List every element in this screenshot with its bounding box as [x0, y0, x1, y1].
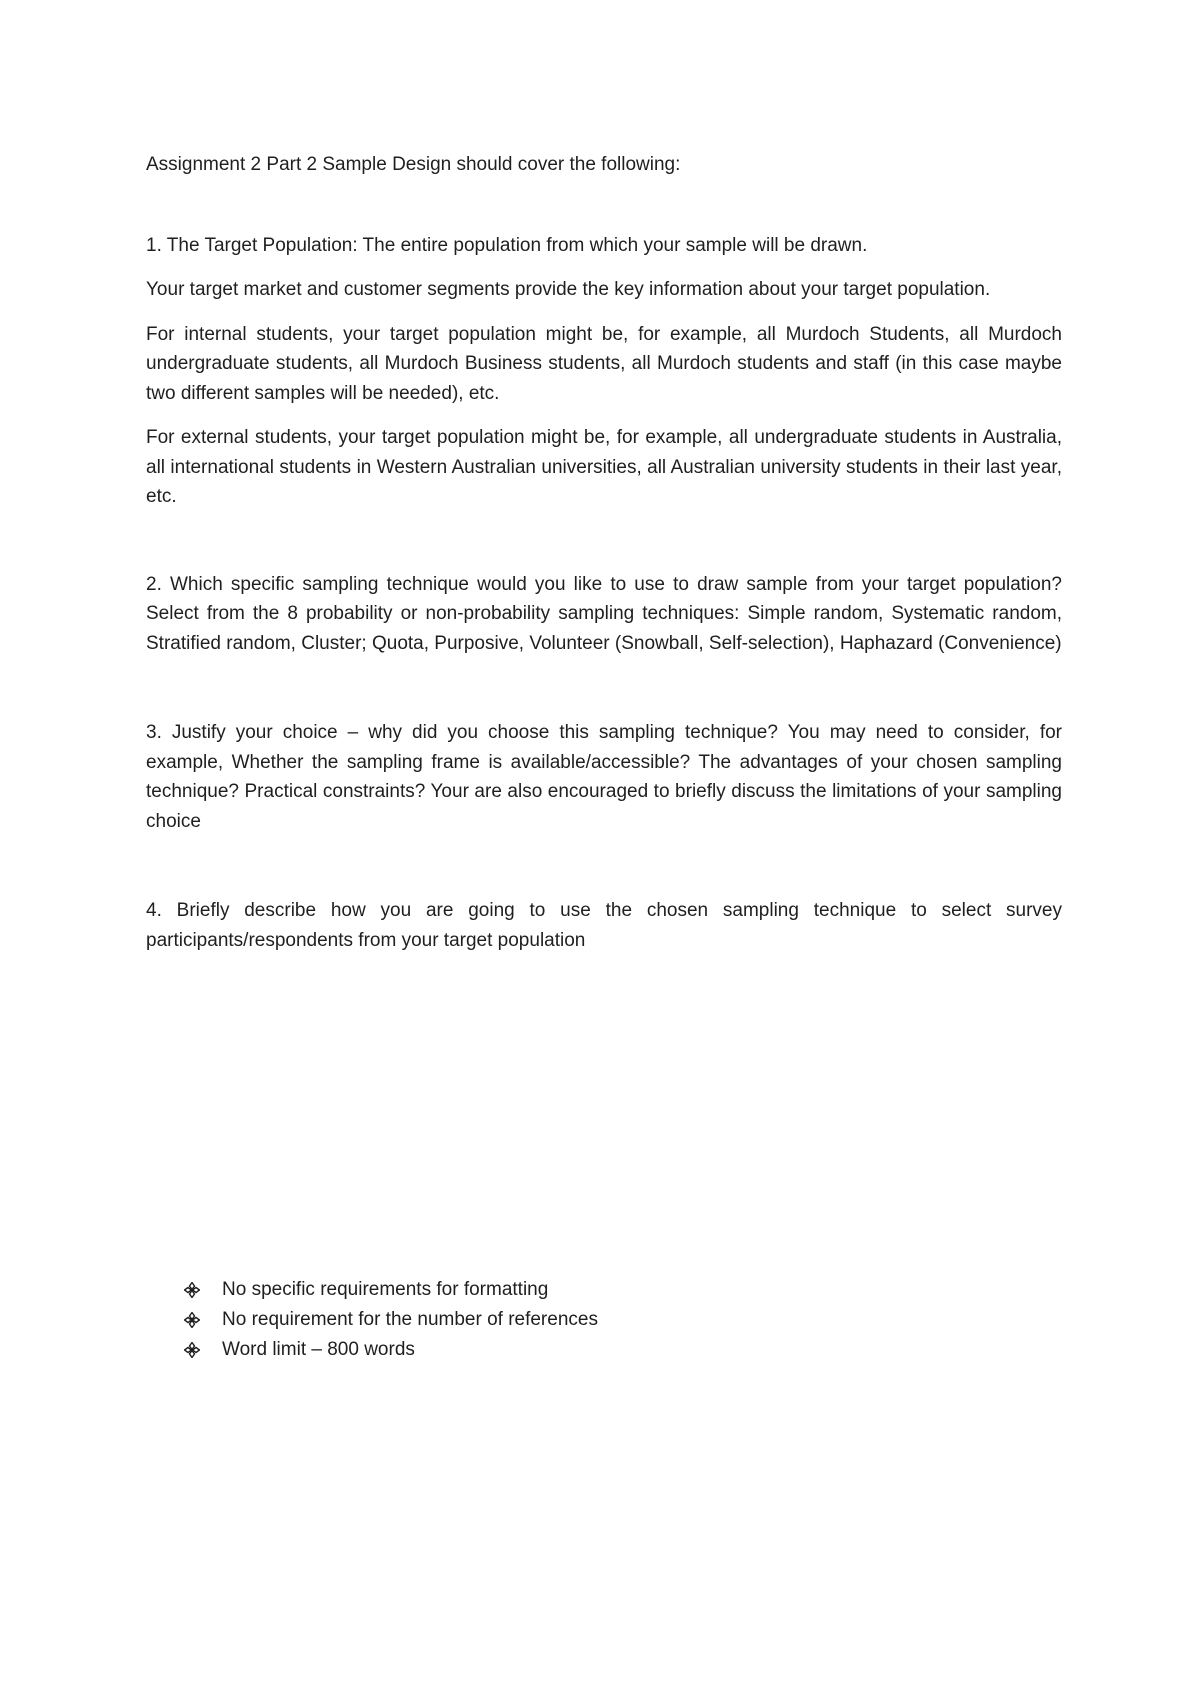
list-item	[184, 1335, 598, 1365]
section-3-paragraph: 3. Justify your choice – why did you choose this sampling technique? You may need to consider, for example, Whether the sampling frame is available/accessible? The advantages of your chosen sampling technique? Practical constraints? Your are also encouraged to briefly discuss the limitations of your sampling choice	[146, 722, 1062, 832]
requirements-list	[184, 1275, 598, 1365]
requirement-formatting: No specific requirements for formatting	[222, 1279, 549, 1300]
external-students-paragraph: For external students, your target population might be, for example, all undergraduate students in Australia, all international students in Western Australian universities, all Australian university students in their last year, etc.	[146, 427, 1062, 507]
list-item	[184, 1275, 598, 1305]
section-2-paragraph: 2. Which specific sampling technique would you like to use to draw sample from your target population? Select from the 8 probability or non-probability sampling techniques: Simple random, Systematic random, Stratified random, Cluster; Quota, Purposive, Volunteer (Snowball, Self-selection), Haphazard (Convenience)	[146, 573, 1062, 654]
requirement-references: No requirement for the number of references	[222, 1309, 598, 1330]
four-diamond-bullet-icon	[184, 1312, 200, 1328]
internal-students-paragraph: For internal students, your target population might be, for example, all Murdoch Students, all Murdoch undergraduate students, all Murdoch Business students, all Murdoch students and staff (in this case maybe two different samples will be needed), etc.	[146, 323, 1062, 404]
document-body	[146, 150, 1062, 970]
section-4-paragraph: 4. Briefly describe how you are going to use the chosen sampling technique to select survey participants/respondents from your target population	[146, 900, 1062, 951]
target-market-paragraph: Your target market and customer segments provide the key information about your target population.	[146, 279, 991, 300]
section-1-heading: 1. The Target Population: The entire population from which your sample will be drawn.	[146, 234, 868, 256]
document-title: Assignment 2 Part 2 Sample Design should cover the following:	[146, 154, 681, 175]
requirement-word-limit: Word limit – 800 words	[222, 1339, 415, 1360]
four-diamond-bullet-icon	[184, 1282, 200, 1298]
list-item	[184, 1305, 598, 1335]
four-diamond-bullet-icon	[184, 1342, 200, 1358]
